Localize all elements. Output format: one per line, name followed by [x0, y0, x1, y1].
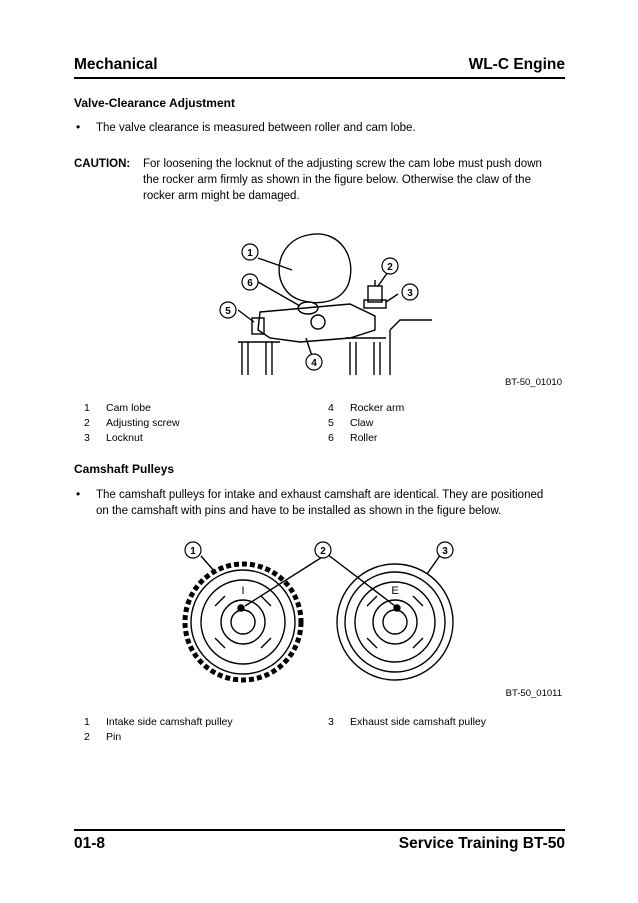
page-number: 01-8: [74, 835, 106, 852]
legend-label: Pin: [106, 731, 122, 743]
header-rule: [74, 77, 565, 79]
callout-6: 6: [247, 278, 253, 289]
legend-label: Locknut: [106, 432, 143, 444]
legend-label: Exhaust side camshaft pulley: [350, 716, 486, 728]
caution-line: the rocker arm firmly as shown in the figure below. Otherwise the claw of the: [143, 174, 531, 186]
callout-2: 2: [387, 262, 393, 273]
header-title: Mechanical: [74, 56, 158, 73]
legend-num: 3: [84, 432, 90, 444]
callout-4: 4: [311, 358, 317, 369]
legend-label: Intake side camshaft pulley: [106, 716, 233, 728]
caution-line: rocker arm might be damaged.: [143, 190, 300, 202]
legend-label: Cam lobe: [106, 402, 151, 414]
callout-5: 5: [225, 306, 231, 317]
legend-num: 1: [84, 402, 90, 414]
cam-lobe-shape: [279, 234, 351, 303]
camshaft-pulleys-figure: [175, 536, 465, 686]
legend-label: Adjusting screw: [106, 417, 180, 429]
footer-title: Service Training BT-50: [398, 835, 565, 852]
callout-3: 3: [407, 288, 413, 299]
bullet-line: The camshaft pulleys for intake and exhaust camshaft are identical. They are positioned: [96, 489, 544, 501]
legend-num: 1: [84, 716, 90, 728]
figure-id-2: BT-50_01011: [505, 688, 562, 699]
caution-label: CAUTION:: [74, 158, 131, 170]
bullet-text: The valve clearance is measured between roller and cam lobe.: [96, 122, 416, 134]
legend-label: Roller: [350, 432, 378, 444]
intake-mark: I: [241, 585, 245, 597]
footer-rule: [74, 829, 565, 831]
legend-num: 5: [328, 417, 334, 429]
rocker-arm-figure: [200, 230, 440, 375]
callout-1: 1: [190, 546, 196, 557]
callout-3: 3: [442, 546, 448, 557]
legend-num: 6: [328, 432, 334, 444]
exhaust-mark: E: [391, 585, 399, 597]
header-engine: WL-C Engine: [468, 56, 565, 73]
rocker-arm-shape: [258, 304, 375, 342]
legend-num: 2: [84, 731, 90, 743]
section-heading-pulleys: Camshaft Pulleys: [74, 462, 175, 476]
caution-text: [143, 156, 563, 204]
legend-num: 2: [84, 417, 90, 429]
bullet-dot-icon: •: [76, 487, 81, 501]
caution-line: For loosening the locknut of the adjusting screw the cam lobe must push down: [143, 158, 542, 170]
bullet-line: on the camshaft with pins and have to be installed as shown in the figure below.: [96, 505, 502, 517]
legend-num: 3: [328, 716, 334, 728]
legend-num: 4: [328, 402, 334, 414]
callout-2: 2: [320, 546, 326, 557]
bullet-dot-icon: •: [76, 120, 81, 134]
figure-id-1: BT-50_01010: [504, 377, 562, 388]
legend-label: Claw: [350, 417, 374, 429]
bullet-text-pulleys: [96, 487, 566, 519]
callout-1: 1: [247, 248, 253, 259]
section-heading-valve: Valve-Clearance Adjustment: [74, 96, 235, 110]
legend-label: Rocker arm: [350, 402, 405, 414]
